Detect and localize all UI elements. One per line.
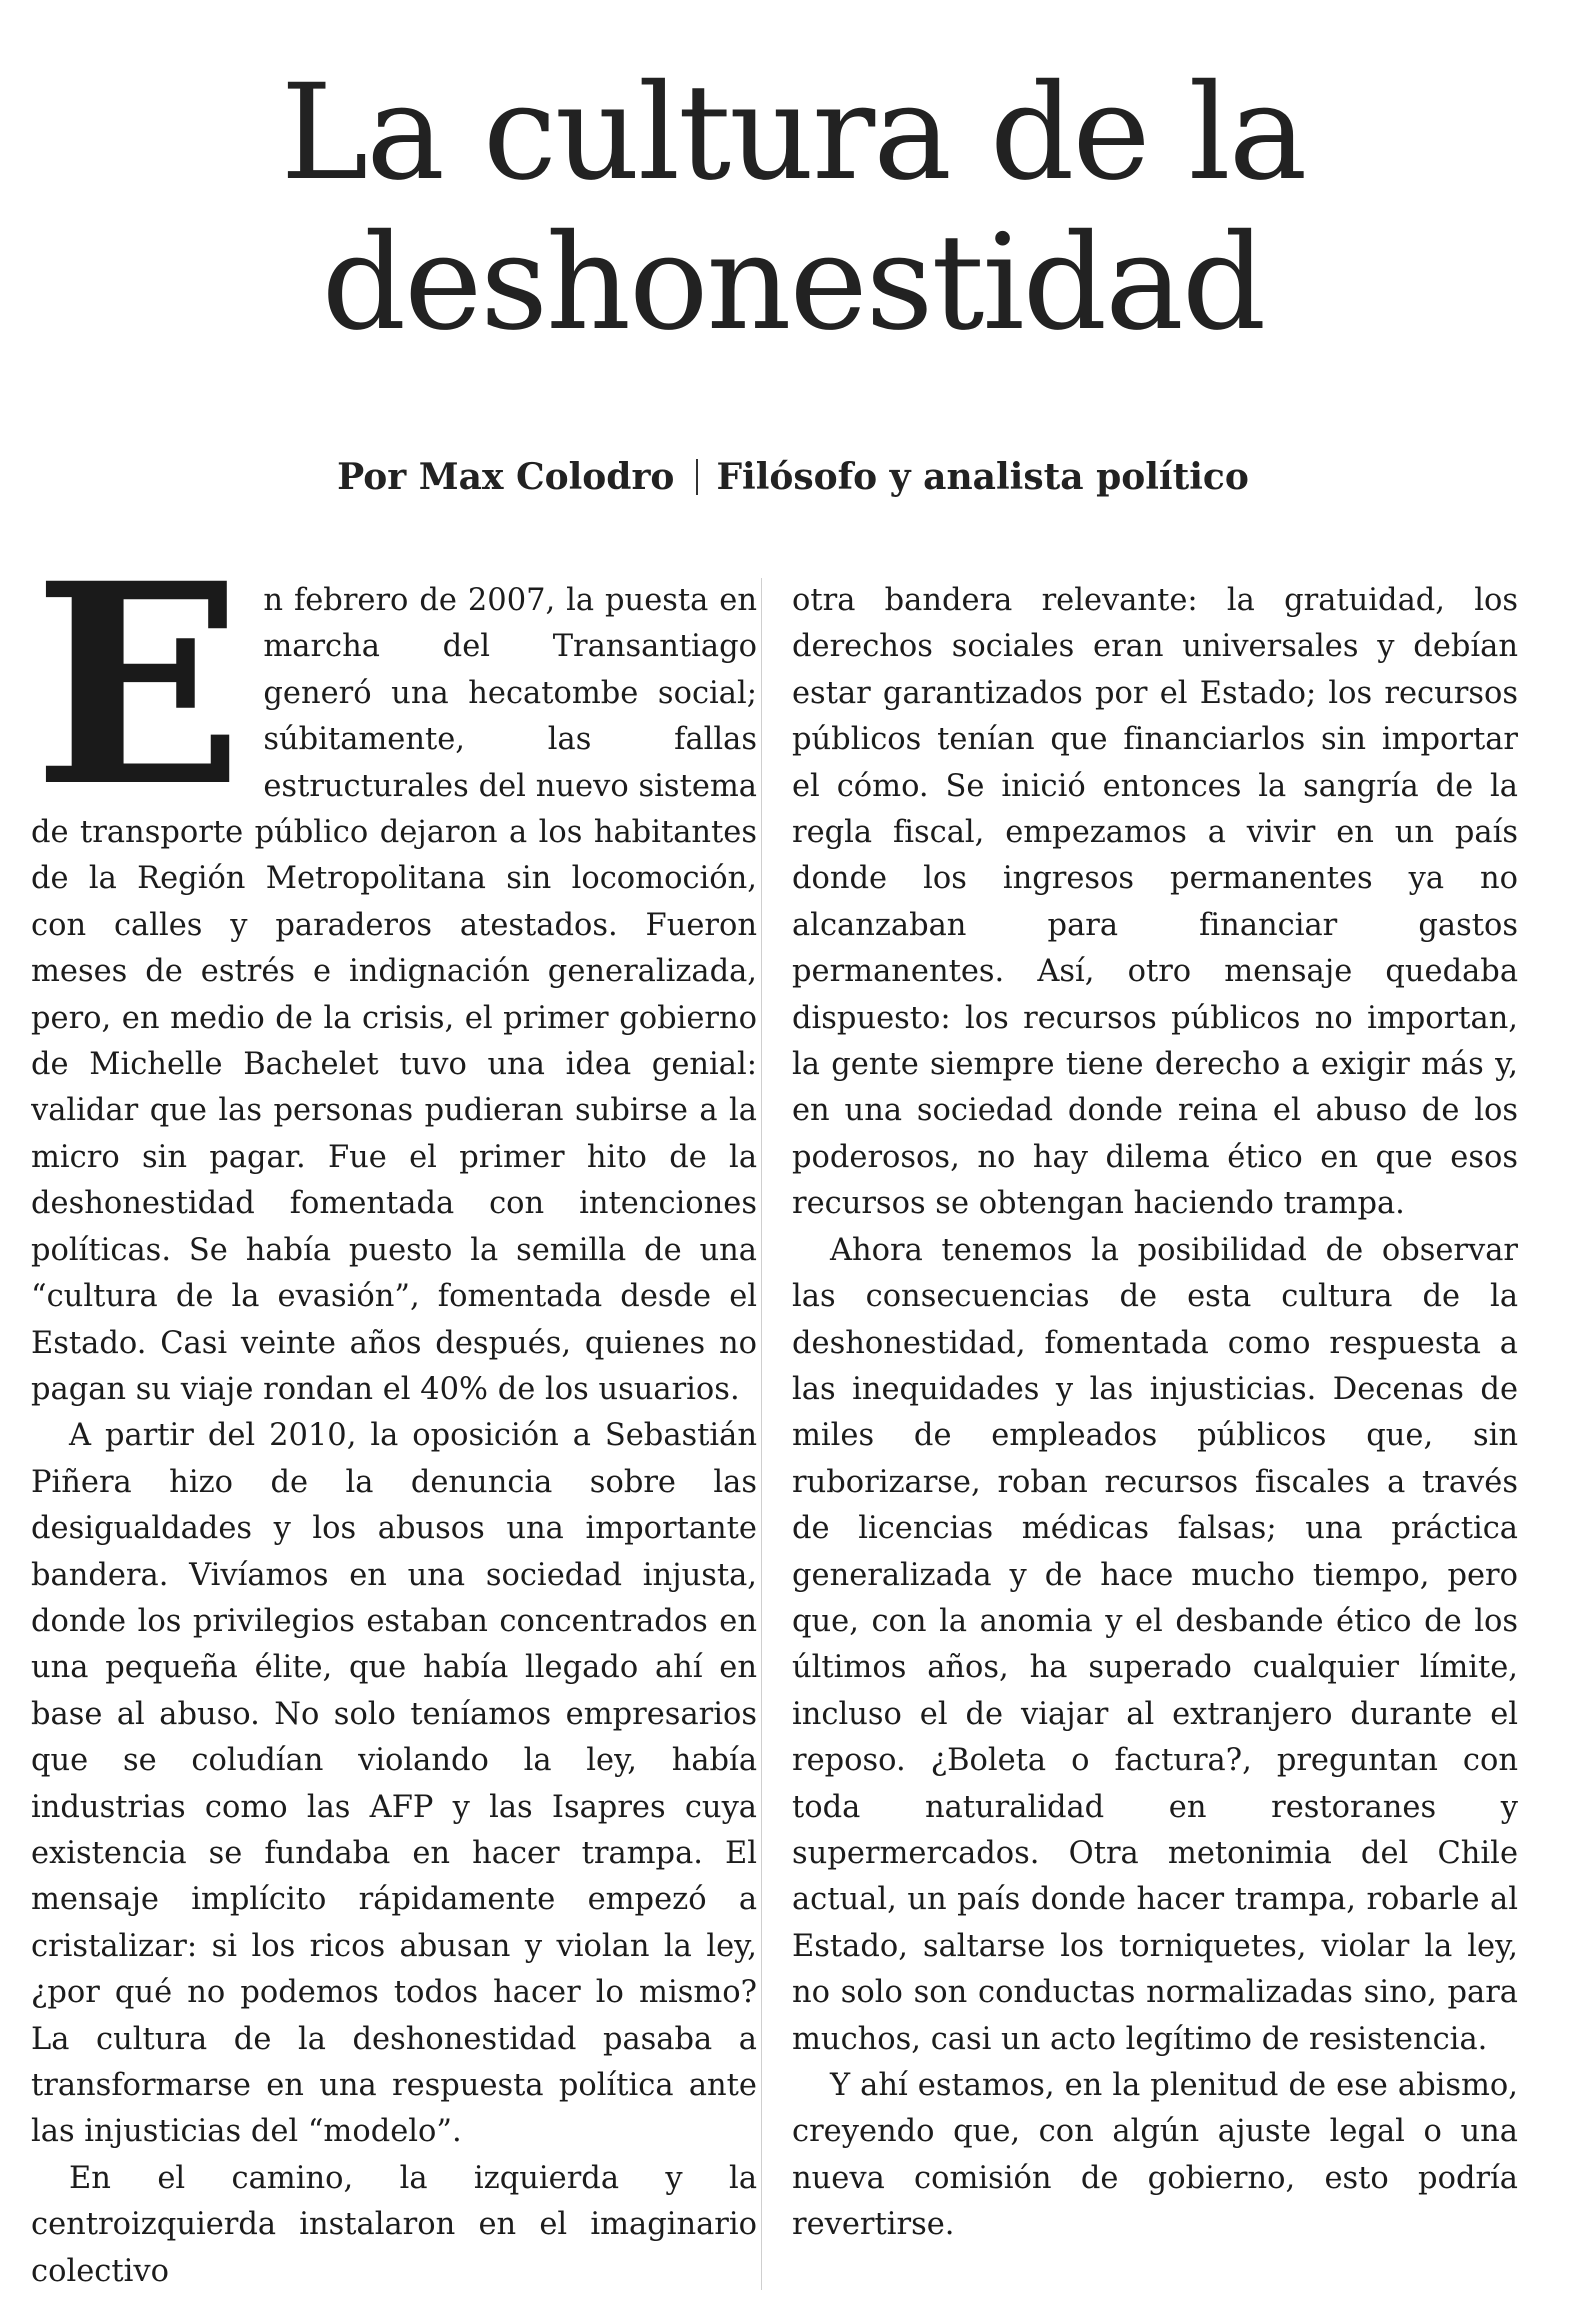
article-paragraph: Y ahí estamos, en la plenitud de ese abismo, creyendo que, con algún ajuste legal o una nueva comisión de gobierno, esto podría revertirse.	[792, 2068, 1518, 2243]
article-title-line-2: deshonestidad	[321, 206, 1265, 360]
paragraph-text: n febrero de 2007, la puesta en marcha del Transantiago generó una hecatombe social; súbitamente, las fallas estructurales del nuevo sistema de transporte público dejaron a los habitantes de la Región Metropolitana sin locomoción, con calles y paraderos atestados. Fueron meses de estrés e indignación generalizada, pero, en medio de la crisis, el primer gobierno de Michelle Bachelet tuvo una idea genial: validar que las personas pudieran subirse a la micro sin pagar. Fue el primer hito de la deshonestidad fomentada con intenciones políticas. Se había puesto la semilla de una “cultura de la evasión”, fomentada desde el Estado. Casi veinte años después, quienes no pagan su viaje rondan el 40% de los usuarios.	[31, 583, 757, 1407]
article-column-2	[792, 578, 1518, 2288]
article-column-1	[31, 578, 757, 2288]
byline-author: Por Max Colodro	[337, 456, 675, 498]
column-divider	[761, 578, 762, 2290]
article-title	[0, 58, 1586, 358]
byline-separator	[696, 459, 698, 495]
article-paragraph: En el camino, la izquierda y la centroizquierda instalaron en el imaginario colectivo	[31, 2160, 757, 2288]
byline	[0, 452, 1586, 502]
article-title-line-1: La cultura de la	[280, 56, 1306, 210]
article-paragraph: Ahora tenemos la posibilidad de observar las consecuencias de esta cultura de la deshonestidad, fomentada como respuesta a las inequidades y las injusticias. Decenas de miles de empleados públicos que, sin ruborizarse, roban recursos fiscales a través de licencias médicas falsas; una práctica generalizada y de hace mucho tiempo, pero que, con la anomia y el desbande ético de los últimos años, ha superado cualquier límite, incluso el de viajar al extranjero durante el reposo. ¿Boleta o factura?, preguntan con toda naturalidad en restoranes y supermercados. Otra metonimia del Chile actual, un país donde hacer trampa, robarle al Estado, saltarse los torniquetes, violar la ley, no solo son conductas normalizadas sino, para muchos, casi un acto legítimo de resistencia.	[792, 1232, 1518, 2057]
article-paragraph: A partir del 2010, la oposición a Sebastián Piñera hizo de la denuncia sobre las desigualdades y los abusos una importante bandera. Vivíamos en una sociedad injusta, donde los privilegios estaban concentrados en una pequeña élite, que había llegado ahí en base al abuso. No solo teníamos empresarios que se coludían violando la ley, había industrias como las AFP y las Isapres cuya existencia se fundaba en hacer trampa. El mensaje implícito rápidamente empezó a cristalizar: si los ricos abusan y violan la ley, ¿por qué no podemos todos hacer lo mismo? La cultura de la deshonestidad pasaba a transformarse en una respuesta política ante las injusticias del “modelo”.	[31, 1418, 757, 2150]
drop-cap: E	[33, 578, 244, 848]
byline-role: Filósofo y analista político	[716, 456, 1249, 498]
article-paragraph	[31, 578, 757, 1413]
article-paragraph: otra bandera relevante: la gratuidad, los derechos sociales eran universales y debían estar garantizados por el Estado; los recursos públicos tenían que financiarlos sin importar el cómo. Se inició entonces la sangría de la regla fiscal, empezamos a vivir en un país donde los ingresos permanentes ya no alcanzaban para financiar gastos permanentes. Así, otro mensaje quedaba dispuesto: los recursos públicos no importan, la gente siempre tiene derecho a exigir más y, en una sociedad donde reina el abuso de los poderosos, no hay dilema ético en que esos recursos se obtengan haciendo trampa.	[792, 583, 1518, 1222]
